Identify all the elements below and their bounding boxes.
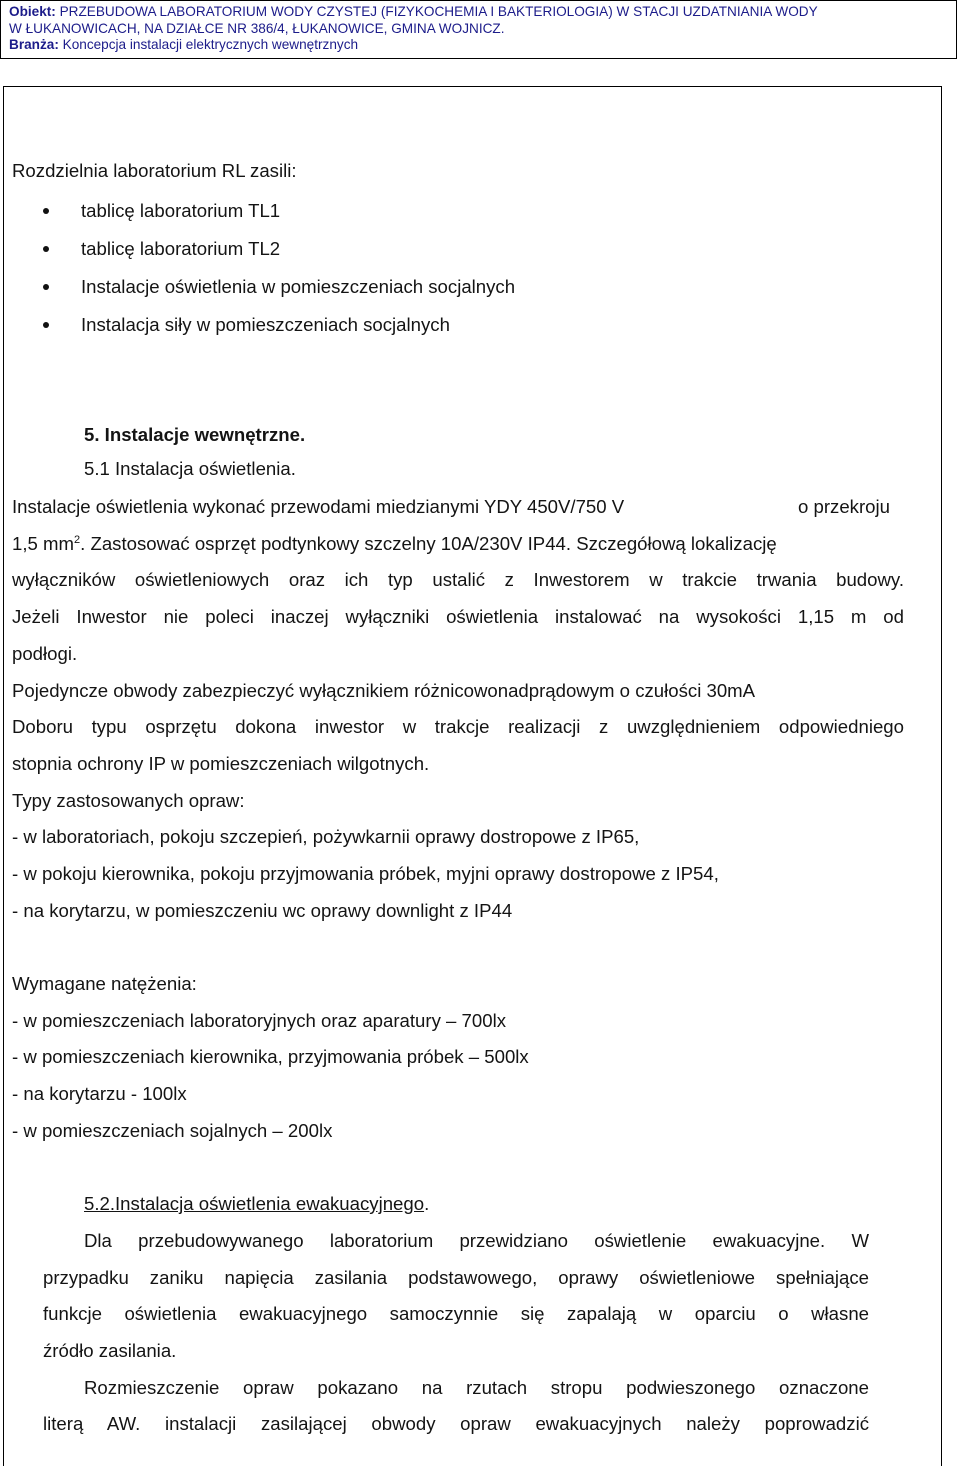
branza-label: Branża: bbox=[9, 37, 59, 52]
p52b-line2: literą AW. instalacji zasilającej obwody opraw ewakuacyjnych należy poprowadzić bbox=[43, 1413, 869, 1434]
section-5-1-heading: 5.1 Instalacja oświetlenia. bbox=[84, 458, 296, 479]
p1-line2 bbox=[12, 533, 777, 555]
obiekt-text-line2: W ŁUKANOWICACH, NA DZIAŁCE NR 386/4, ŁUKANOWICE, GMINA WOJNICZ. bbox=[9, 20, 505, 36]
bullet-icon bbox=[43, 246, 49, 252]
intro-bullet-3: Instalacje oświetlenia w pomieszczeniach socjalnych bbox=[81, 276, 516, 297]
p1-line1-left: Instalacje oświetlenia wykonać przewodami miedzianymi YDY 450V/750 V bbox=[12, 496, 625, 517]
p1-line3: wyłączników oświetleniowych oraz ich typ ustalić z Inwestorem w trakcie trwania budowy. bbox=[12, 569, 904, 590]
p3-line1: Doboru typu osprzętu dokona inwestor w trakcje realizacji z uwzględnieniem odpowiedniego bbox=[12, 716, 904, 737]
section-5-heading: 5. Instalacje wewnętrzne. bbox=[84, 424, 306, 445]
p52-line4: źródło zasilania. bbox=[43, 1340, 177, 1361]
p3-line2: stopnia ochrony IP w pomieszczeniach wilgotnych. bbox=[12, 753, 430, 774]
types-item-2: - w pokoju kierownika, pokoju przyjmowania próbek, myjni oprawy dostropowe z IP54, bbox=[12, 863, 719, 884]
intro-title: Rozdzielnia laboratorium RL zasili: bbox=[12, 160, 297, 181]
p52-line3: funkcje oświetlenia ewakuacyjnego samoczynnie się zapalają w oparciu o własne bbox=[43, 1303, 869, 1324]
document-header bbox=[0, 0, 957, 59]
section-5-2-heading bbox=[84, 1193, 429, 1215]
p52-line1: Dla przebudowywanego laboratorium przewidziano oświetlenie ewakuacyjne. W bbox=[84, 1230, 869, 1251]
section-5-2-heading-text: 5.2.Instalacja oświetlenia ewakuacyjnego bbox=[84, 1193, 425, 1214]
lux-item-3: - na korytarzu - 100lx bbox=[12, 1083, 187, 1104]
p2: Pojedyncze obwody zabezpieczyć wyłącznikiem różnicowonadprądowym o czułości 30mA bbox=[12, 680, 756, 701]
header-obiekt-line1 bbox=[9, 4, 948, 21]
intro-bullet-4: Instalacja siły w pomieszczeniach socjalnych bbox=[81, 314, 450, 335]
p1-line5: podłogi. bbox=[12, 643, 78, 664]
obiekt-text-line1: PRZEBUDOWA LABORATORIUM WODY CZYSTEJ (FIZYKOCHEMIA I BAKTERIOLOGIA) W STACJI UZDATNIANIA WODY bbox=[59, 4, 818, 19]
types-item-1: - w laboratoriach, pokoju szczepień, pożywkarnii oprawy dostropowe z IP65, bbox=[12, 826, 640, 847]
p1-line2-b: . Zastosować osprzęt podtynkowy szczelny 10A/230V IP44. Szczegółową lokalizację bbox=[80, 533, 777, 554]
branza-text: Koncepcja instalacji elektrycznych wewnętrznych bbox=[62, 37, 359, 52]
lux-title: Wymagane natężenia: bbox=[12, 973, 197, 994]
obiekt-label: Obiekt: bbox=[9, 4, 56, 19]
bullet-icon bbox=[43, 322, 49, 328]
types-title: Typy zastosowanych opraw: bbox=[12, 790, 245, 811]
intro-bullet-2: tablicę laboratorium TL2 bbox=[81, 238, 281, 259]
p52-line2: przypadku zaniku napięcia zasilania podstawowego, oprawy oświetleniowe spełniające bbox=[43, 1267, 869, 1288]
lux-item-2: - w pomieszczeniach kierownika, przyjmowania próbek – 500lx bbox=[12, 1046, 529, 1067]
p1-line2-a: 1,5 mm bbox=[12, 533, 74, 554]
header-branza-line bbox=[9, 37, 948, 54]
p52b-line1: Rozmieszczenie opraw pokazano na rzutach stropu podwieszonego oznaczone bbox=[84, 1377, 869, 1398]
intro-bullet-1: tablicę laboratorium TL1 bbox=[81, 200, 281, 221]
bullet-icon bbox=[43, 208, 49, 214]
p1-line2-sup: 2 bbox=[74, 534, 81, 546]
section-5-2-heading-dot: . bbox=[424, 1193, 430, 1214]
lux-item-4: - w pomieszczeniach sojalnych – 200lx bbox=[12, 1120, 333, 1141]
types-item-3: - na korytarzu, w pomieszczeniu wc oprawy downlight z IP44 bbox=[12, 900, 513, 921]
bullet-icon bbox=[43, 284, 49, 290]
p1-line4: Jeżeli Inwestor nie poleci inaczej wyłączniki oświetlenia instalować na wysokości 1,15 m od bbox=[12, 606, 904, 627]
lux-item-1: - w pomieszczeniach laboratoryjnych oraz aparatury – 700lx bbox=[12, 1010, 507, 1031]
p1-line1-right: o przekroju bbox=[798, 496, 890, 517]
